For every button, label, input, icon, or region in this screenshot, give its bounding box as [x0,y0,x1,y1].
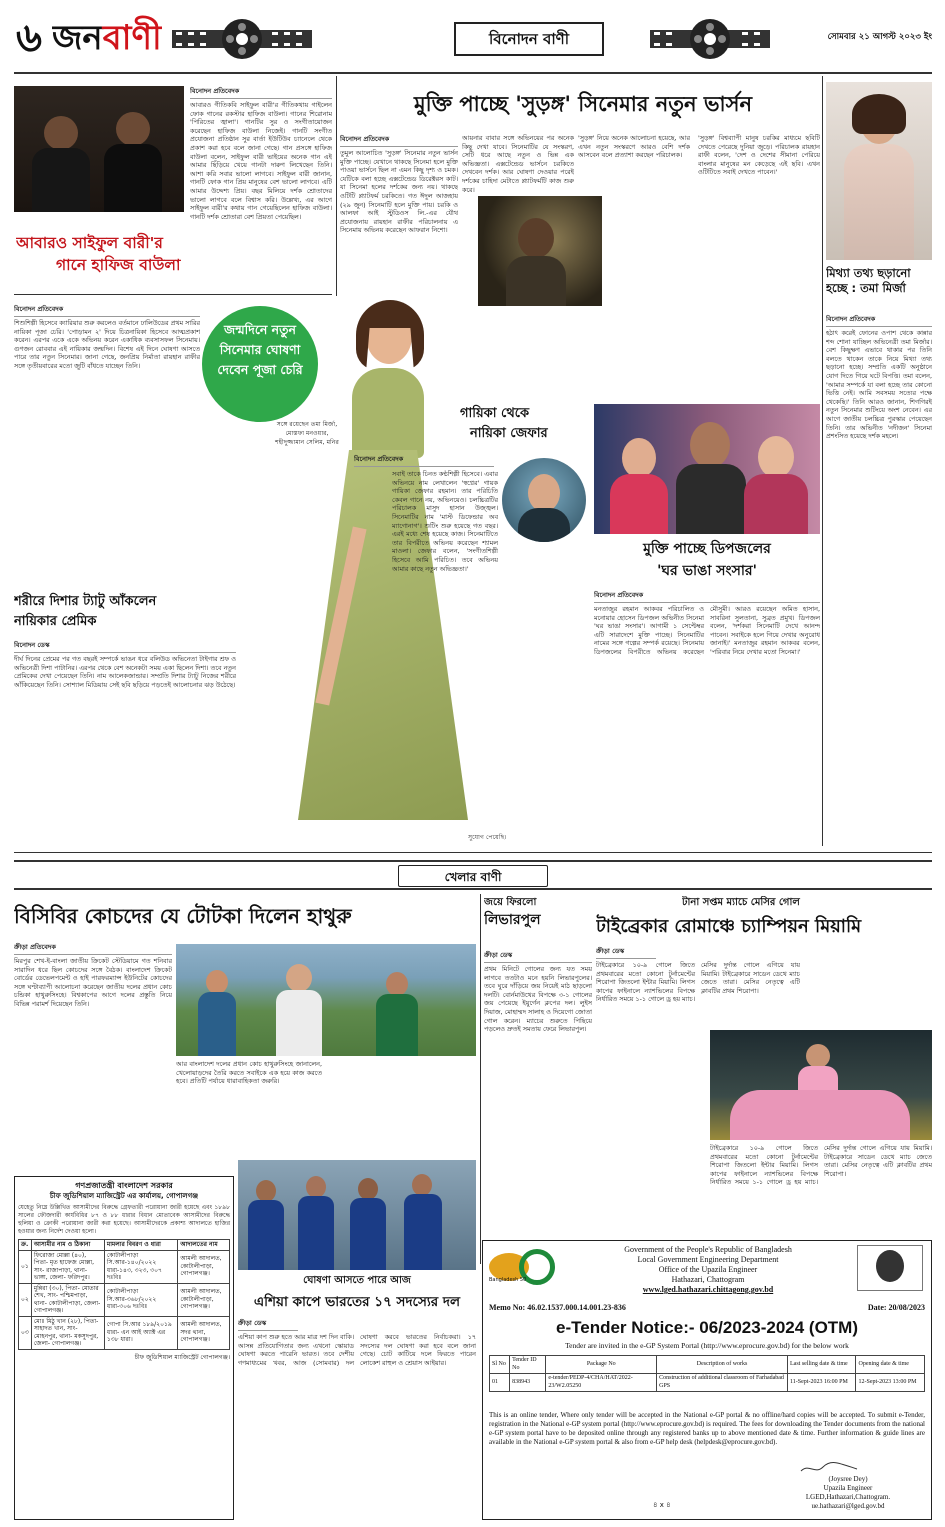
logo [52,14,162,64]
table-cell: 12-Sept-2023 13:00 PM [856,1374,925,1392]
tender-head [573,1245,843,1295]
table-row [19,1283,230,1316]
article-tatoo [14,640,236,840]
photo-miami [710,1030,932,1140]
divider [14,294,332,295]
article-body: প্রথম মিনিটে গোলের জন্য যত সময় লাগবে ততটাও মনে হয়নি লিভারপুলের। তবে ঘুরে দাঁড়িয়ে জয় নিয়েই মাঠ ছাড়লো দলটি। বোর্নমাউথের বিপক্ষে ৩-১ গোলের জয় পেয়েছে ইয়ুর্গেন ক্লপের দল। লুইস দিয়াজ, মোহাম্মদ সালাহ ও দিয়েগো জোতা গোল করেন। ম্যাচের শুরুতে পিছিয়ে পড়লেও দ্রুতই সমতায় ফেরে লিভারপুল। [484,965,592,1034]
table-header: Tender ID No [510,1356,546,1374]
divider [480,894,481,1264]
article-puja [14,304,200,586]
table-cell: ০৩ [19,1316,32,1349]
article-body: টাইব্রেকারে ১০-৯ গোলে জিতে প্রথমবারের মতো কোনো টুর্নামেন্টের শিরোপা জিতলো ইন্টার মিয়ামি। লিগস কাপের ফাইনালে ন্যাশভিলের বিপক্ষে নির্ধারিত সময়ে ১-১ গোলে ড্র হয় ম্যাচ। মেসির দুর্দান্ত গোলে এগিয়ে যায় মিয়ামি। টাইব্রেকারে সাডেন ডেথে ম্যাচ জেতে তারা। মেসির নেতৃত্বে এটি ক্লাবটির প্রথম শিরোপা। [710,1144,932,1187]
kicker: জয়ে ফিরলো [484,897,537,908]
photo-india-team [238,1160,476,1270]
table-row [490,1374,925,1392]
web-link[interactable]: www.lged.hathazari.chittagong.gov.bd [642,1285,774,1294]
legal-notice [14,1176,234,1520]
article-body: দীর্ঘ দিনের প্রেমের পর গত বছরই সম্পর্কে ভাঙন ধরে বলিউড অভিনেতা টাইগার শ্রফ ও অভিনেত্রী দিশা পাটানির। এরপর থেকে বেশ অনেকটা সময় একা ছিলেন দিশা। তবে নতুন প্রেমিকের দেখা পেয়েছেন তিনি। নাম আলেকজান্ডার। সম্প্রতি দিশার ট্যাটু নিজের শরীরে আঁকিয়েছেন তিনি। সোশ্যাল মিডিয়ায় সেই ছবি ছড়িয়ে পড়তেই আলোচনার ঝড় উঠেছে। [14,655,236,689]
headline-saiful [16,232,332,282]
masthead [14,10,932,68]
article-body: 'সুড়ঙ্গ' বিশ্বব্যাপী মানুষ চরকির মাধ্যমে ছবিটি দেখতে পেরেছে দুনিয়া জুড়ে। পরিচালক রায়হান রাফী বলেন, 'দেশ ও দেশের সীমানা পেরিয়ে বাংলার মানুষের মন কেড়েছে এই ছবি। এখন ওটিটিতে সবাই দেখতে পাবেন।' [698,134,820,177]
logo-part-a: জন [52,18,103,58]
notice-title: গণপ্রজাতন্ত্রী বাংলাদেশ সরকার [75,1181,173,1190]
memo-date: Date: 20/08/2023 [867,1303,925,1312]
table-header: ক্র. [19,1240,32,1251]
article-body: তুমুল আলোচিত 'সুড়ঙ্গ' সিনেমার নতুন ভার্সন মুক্তি পাচ্ছে। যেখানে থাকছে সিনেমা হলে মুক্তি পাওয়া ভার্সনে ছিল না এমন কিছু দৃশ্য ও চমক। যেটিকে বলা হচ্ছে এক্সটেন্ডেড ডিরেক্টরস কাট। যা সিনেমা হলের দর্শকের জন্য নয়। থাকছে ওটিটি প্ল্যাটফর্ম চরকিতে। গত ঈদুল আজহায় (২৯ জুন) সিনেমাটি হলে মুক্তি পায়। চরকি ও আলফা আই স্টুডিওস লি.-এর যৌথ প্রযোজনায় রায়হান রাফীর পরিচালনায় এ সিনেমায় অভিনয় করেছেন আফরান নিশো। [340,149,458,235]
headline-line: শরীরে দিশার ট্যাটু আঁকলেন [14,594,157,609]
tender-notice [482,1240,932,1520]
logo-part-b: বাণী [102,18,162,58]
table-header: Description of works [657,1356,788,1374]
article-body: মনতাজুর রহমান আকবর পরিচালিত ও মনোয়ার হোসেন ডিপজল অভিনীত সিনেমা 'ঘর ভাঙা সংসার'। আগামী ১ সেপ্টেম্বর এটি সারাদেশে মুক্তি পাচ্ছে। সিনেমাটির নামের সঙ্গে গল্পের সম্পর্ক রয়েছে। সিনেমায় ডিপজলের বিপরীতে অভিনয় করেছেন মৌসুমী। আরও রয়েছেন অমিত হাসান, সাবরিনা সুলতানা, সুব্রত প্রমুখ। ডিপজল বলেন, 'দর্শকরা সিনেমাটি দেখে আনন্দ পাবেন। সবাইকে হলে গিয়ে দেখার অনুরোধ জানাই।' মনতাজুর রহমান আকবর বলেন, 'পরিবার নিয়ে দেখার মতো সিনেমা।' [594,605,820,656]
article-body: আয়নার বাবার সঙ্গে অভিনয়ের পর অনেক কিছু দেখা যাবে। সিনেমাটির যে সংস্করণ, সেটি ধরে আছে নতুন ও ভিন্ন এক অভিজ্ঞতা। এক্সটেন্ডেড ভার্সনে চরকিতে দেখবেন দর্শক। আর ঘোষণা দেওয়ার পরেই দর্শকের চাহিদা মেটাতে প্ল্যাটফর্মটি কাজ শুরু করে। [462,134,574,194]
headline-surongo: মুক্তি পাচ্ছে 'সুড়ঙ্গ' সিনেমার নতুন ভার্সন [413,92,753,116]
article-miami [596,946,800,1040]
section-title-text: বিনোদন বাণী [488,30,570,48]
tender-intro: Tender are invited in the e-GP System Portal (http://www.eprocure.gov.bd) for the below work [565,1341,849,1350]
article-body: আর বাংলাদেশ দলের প্রধান কোচ হাথুরুসিংহে জানালেন, খেলোয়াড়দের তৈরি করতে সবাইকে এক হয়ে কাজ করতে হবে। প্রতিটি পর্যায়ে ধারাবাহিকতা জরুরি। [176,1060,322,1086]
headline-line: 'ঘর ভাঙা সংসার' [657,563,757,579]
article-dipjol [594,590,820,840]
table-cell: Construction of additional classroom of Farhadabad GPS [657,1374,788,1392]
table-cell: ০১ [19,1250,32,1283]
table-cell: 838943 [510,1374,546,1392]
article-body: হঠাৎ করেই ফোনের ওপাশ থেকে কান্নার শব্দ শোনা যাচ্ছিল অভিনেত্রী তমা মির্জার। বেশ কিছুক্ষণ এভাবে থাকার পর তিনি বলতে থাকেন তাকে নিয়ে মিথ্যা তথ্য ছড়ানো হচ্ছে। সম্প্রতি একটি অনুষ্ঠানে যোগ দিতে গিয়ে ঘটে বিপত্তি। তমা বলেন, 'আমার সম্পর্কে যা বলা হচ্ছে তার কোনো ভিত্তি নেই। আমি সবসময় সত্যের পক্ষে থেকেছি।' তিনি আরও জানান, শিগগিরই নতুন সিনেমার শুটিংয়ে অংশ নেবেন। এর আগে জাতীয় চলচ্চিত্র পুরস্কার পেয়েছেন তিনি। তার অভিনীত 'নদীজন' সিনেমা প্রশংসিত হয়েছে দর্শক মহলে। [826,329,932,441]
tender-table [489,1355,925,1392]
table-cell: 01 [490,1374,510,1392]
byline: বিনোদন প্রতিবেদক [354,454,494,467]
article-surongo-col1 [340,134,458,284]
photo-tama [826,82,932,260]
table-cell: আমলী আদালত, কোটালীপাড়া, গোপালগঞ্জ। [178,1283,230,1316]
table-cell: কোটালীপাড়া সি.আর-৩৬৮/২০২২ ধারা-৩০৬ দঃবিঃ [104,1283,177,1316]
headline-line: নায়িকার প্রেমিক [14,614,97,629]
notice-signature: চীফ জুডিশিয়াল ম্যাজিস্ট্রেট গোপালগঞ্জ। [134,1353,230,1361]
dept-line: Local Government Engineering Department [637,1255,779,1264]
article-bcb-col2 [176,1060,322,1172]
headline-tama: মিথ্যা তথ্য ছড়ানো হচ্ছে : তমা মির্জা [826,266,911,295]
table-cell: মোঃ মিঠু খান (২৮), পিতা- সাহাদত খান, সাং- মোহনপুর, থানা- মকসুদপুর, জেলা- গোপালগঞ্জ। [31,1316,104,1349]
caption: সুযোগ পেয়েছি। [468,834,507,841]
notice-subtitle: চীফ জুডিশিয়াল ম্যাজিস্ট্রেট এর কার্যালয়, গোপালগঞ্জ [49,1192,199,1200]
signature-icon [799,1461,859,1475]
byline: ক্রীড়া প্রতিবেদক [14,942,172,955]
gov-line: Government of the People's Republic of Bangladesh [624,1245,792,1254]
memo-line [489,1303,925,1312]
sig-place: LGED,Hathazari,Chattogram. [805,1493,891,1501]
byline: বিনোদন প্রতিবেদক [190,86,332,99]
headline-line: গায়িকা থেকে [460,406,530,421]
table-row [19,1316,230,1349]
byline: বিনোদন প্রতিবেদক [594,590,820,603]
headline-jefar [460,404,590,450]
film-reel-icon [650,16,770,62]
badge-text: Bangladesh 50 [489,1277,527,1283]
mujib-logo [857,1245,923,1291]
byline: ক্রীড়া ডেস্ক [596,946,656,959]
notice-table [18,1239,230,1350]
bangladesh-50-logo [489,1247,561,1287]
article-body: শিশুশিল্পী হিসেবে ক্যারিয়ার শুরু করলেও বর্তমানে ঢালিউডের প্রথম সারির নায়িকা পূজা চেরি। 'পোড়ামন ২' দিয়ে চিত্রনায়িকা হিসেবে আত্মপ্রকাশ করেন। এরপর একে একে অভিনয় করেন একাধিক ব্যবসাসফল সিনেমায়। গুণজন রোববার এই নায়িকার জন্মদিন। বিশেষ এই দিনে ঘোষণা আসতে পারে তার নতুন সিনেমার। জানা গেছে, জনপ্রিয় নির্মাতা রায়হান রাফীর সঙ্গে তৃতীয়বারের মতো জুটি বাঁধতে যাচ্ছেন তিনি। [14,319,200,370]
article-body: টাইব্রেকারে ১০-৯ গোলে জিতে প্রথমবারের মতো কোনো টুর্নামেন্টের শিরোপা জিতলো ইন্টার মিয়ামি। লিগস কাপের ফাইনালে ন্যাশভিলের বিপক্ষে নির্ধারিত সময়ে ১-১ গোলে ড্র হয় ম্যাচ। মেসির দুর্দান্ত গোলে এগিয়ে যায় মিয়ামি। টাইব্রেকারে সাডেন ডেথে ম্যাচ জেতে তারা। মেসির নেতৃত্বে এটি ক্লাবটির প্রথম শিরোপা। [596,961,800,1004]
article-tama [826,314,932,844]
article-surongo-col2 [462,134,574,194]
table-cell: গোপা সি.আর ১৮৯/২০১৯ ধারা- এন আই অ্যাক্ট এর ১৩৮ ধারা। [104,1316,177,1349]
headline-liverpool [484,896,576,946]
article-saiful [190,86,332,256]
kicker-miami: টানা সপ্তম ম্যাচে মেসির গোল [682,897,800,908]
headline-line: আবারও সাইফুল বারী'র [16,234,163,252]
byline: বিনোদন প্রতিবেদক [14,304,200,317]
photo-dipjol [594,404,820,534]
section-badge [398,865,548,887]
table-header: আদালতের নাম [178,1240,230,1251]
headline-miami: টাইব্রেকার রোমাঞ্চে চ্যাম্পিয়ন মিয়ামি [596,916,862,937]
byline: বিনোদন ডেস্ক [14,640,236,653]
table-cell: কোটালীপাড়া সি.আর-১৪০/২০২২ ধারা-১৪৩, ৩২৩, ৩০৭ দঃবিঃ [104,1250,177,1283]
article-surongo-col4 [698,134,820,294]
headline-line: নায়িকা জেফার [470,426,548,441]
sig-name: (Joysree Dey) [828,1475,868,1483]
byline: ক্রীড়া ডেস্ক [238,1318,298,1331]
table-cell: ফিরোজা মোল্লা (৪০), পিতা- মৃত হাফেজ মোল্লা, সাং- রাজাপাড়া, থানা- ভাঙ্গা, জেলা- ফরিদপুর। [31,1250,104,1283]
table-cell: আমলী আদালত, কোটালীপাড়া, গোপালগঞ্জ। [178,1250,230,1283]
table-header: আসামীর নাম ও ঠিকানা [31,1240,104,1251]
headline-bcb: বিসিবির কোচদের যে টোটকা দিলেন হাথুরু [14,904,352,928]
byline: ক্রীড়া ডেস্ক [484,950,592,963]
headline-asia: এশিয়া কাপে ভারতের ১৭ সদস্যের দল [253,1294,461,1310]
photo-surongo [478,196,602,306]
ad-code: ৪ x ৪ [653,1501,671,1509]
section-title [454,22,604,56]
office-line: Office of the Upazila Engineer [658,1265,758,1274]
kicker-asia: ঘোষণা আসতে পারে আজ [303,1275,411,1286]
divider [822,76,823,846]
divider [336,76,337,296]
date-line: সোমবার ২১ আগস্ট ২০২৩ ইং [827,32,932,42]
sig-title: Upazila Engineer [823,1484,873,1492]
table-header: মামলার বিবরণ ও ধারা [104,1240,177,1251]
table-header: Package No [546,1356,657,1374]
notice-body: যেহেতু নিম্নে উল্লিখিত আসামীদের বিরুদ্ধে গ্রেফতারী পরোয়ানা জারী হয়েছে এবং ১৮৯৮ সালের ফৌজদারী কার্যবিধির ৮৭ ও ৮৮ ধারার বিধান মোতাবেক আসামীদের বিরুদ্ধে হুলিয়া ও ক্রোকী পরোয়ানা জারী করা হয়েছে। আসামীদেরকে প্রকাশ্য আদালতে হাজির হওয়ার জন্য নির্দেশ দেওয়া হলো। [18,1204,230,1235]
table-header: Sl No [490,1356,510,1374]
photo-jefar [502,458,586,542]
article-body: সবাই তাকে চিনত কণ্ঠশিল্পী হিসেবে। এবার অভিনয়ে নাম লেখালেন 'স্বপ্নের' গায়ক গায়িকা জেফার রহমান। তার পরিচিতি কেবল গানে নয়, অভিনয়েও। চলচ্চিত্রটির পরিচালক মাসুদ হাসান উজ্জ্বল। সিনেমাটির নাম 'মাস্ট ডিফেন্ডার অব ম্যাগোনাগ'। শুটিং শুরু হয়েছে গত বছর। এরই মধ্যে শেষ হয়েছে কাজ। সিনেমাটিতে তার বিপরীতে অভিনয় করেছেন শ্যামল মাওলা। জেফার বলেন, 'সংগীতশিল্পী হিসেবে আমি পরিচিত। তবে অভিনয় আমার কাছে নতুন অভিজ্ঞতা।' [392,470,498,573]
article-body: 'সুড়ঙ্গ' নিয়ে অনেক আলোচনা হয়েছে, আর এখন নতুন সংস্করণে আরও বেশি দর্শক আসবেন বলে প্রত্যাশা করছেন পরিচালক। [578,134,690,160]
table-cell: আমলী আদালত, সদর থানা, গোপালগঞ্জ। [178,1316,230,1349]
signature-mark [799,1461,859,1475]
header-rule [14,72,932,74]
article-miami-more [710,1144,932,1234]
headline-line: লিভারপুল [484,912,541,928]
byline: বিনোদন প্রতিবেদক [826,314,932,327]
photo-singers [14,86,184,212]
table-cell: মুন্নিরা (৩০), পিতা- মোতার শেখ, সাং- পশ্চিমপাড়া, থানা- কোটালীপাড়া, জেলা- গোপালগঞ্জ। [31,1283,104,1316]
sports-section-header [14,860,932,890]
puja-cast-caption: সঙ্গে রয়েছেন তমা মির্জা, মোস্তফা মনওয়ার, শহীদুজ্জামান সেলিম, মনির [275,421,339,446]
photo-bcb [176,944,476,1056]
table-row [19,1250,230,1283]
table-cell: ০২ [19,1283,32,1316]
headline-line: গানে হাফিজ বাউলা [56,256,181,274]
table-cell: 11-Sept-2023 16:00 PM [788,1374,856,1392]
film-reel-icon [172,16,312,62]
article-body: আবারও গীতিকবি সাইফুল বারী'র গীতিকথায় গাইলেন ফোক গানের রকস্টার হাফিজ বাউলা। গানের শিরোনাম 'পিরিতের জ্বালা'। গানটির সুর ও সংগীতায়োজন করেছেন হাফিজ বাউলা নিজেই। গানটি সংগীত প্রযোজনা প্রতিষ্ঠান সুর বার্তা ইউটিউব চ্যানেলে থেকে প্রকাশ করা হবে বলে জানা গেছে। গান প্রসঙ্গে হাফিজ বাউলা বলেন, সাইফুল বারী ভাইয়ের অনেক গান এই আমার ছিঁড়িয়ে খেয়ে গানটা দারুণ লিখেছেন তিনি। আশা করি সবার ভালো লাগবে। সাইফুল বারী জানান, গানটি ফোক গান প্রিয় মানুষের বেশ ভালো লাগবে। এটি আমার উদ্দেশ্য প্রিয়। বছর মিলিয়ে দর্শক শ্রোতাদের ভালো লাগবে বলে বিশ্বাস করি। উল্লেখ্য, এর আগে সাইফুল বারী'র কথায় গান গেয়েছিলেন হাফিজ বাউলা। গানটি দর্শক শ্রোতারা বেশ প্রিয়তা পেয়েছিল। [190,101,332,221]
sig-email: ue.hathazari@lged.gov.bd [811,1502,885,1510]
table-cell: e-tender/PEDP-4/CHA/HAT/2022-23/W2.05250 [546,1374,657,1392]
table-header: Last selling date & time [788,1356,856,1374]
article-surongo-col3 [578,134,690,194]
article-body: মিরপুর শেখ-ই-বাংলা জাতীয় ক্রিকেট স্টেডিয়ামে গত শনিবার সারাদিন ধরে ছিল কোচদের সঙ্গে বৈঠক। বাংলাদেশ ক্রিকেট বোর্ডের ডেভেলপমেন্ট ও হাই পারফরম্যান্স ইউনিটের কোচদের সঙ্গে ঘণ্টাব্যাপী আলোচনা করেছেন জাতীয় দলের প্রধান কোচ চন্ডিকা হাথুরুসিংহে। বিশ্বকাপের আগে দলের প্রস্তুতি নিয়ে বিভিন্ন পরামর্শ দিয়েছেন তিনি। [14,957,172,1008]
article-jefar-body [392,470,498,806]
headline-dipjol [594,538,820,588]
section-title-text: খেলার বাণী [444,870,502,884]
article-bcb [14,942,172,1170]
article-body: এশিয়া কাপ শুরু হতে আর মাত্র দশ দিন বাকি। আসন্ন প্রতিযোগিতার জন্য এখনো স্কোয়াড ঘোষণা করতে পারেনি ভারত। তবে দেশীয় গণমাধ্যমের খবর, আজ (সোমবার) দল ঘোষণা করবে ভারতের নির্বাচকরা। ১৭ সদস্যের দল ঘোষণা করা হবে বলে জানা গেছে। চোট কাটিয়ে দলে ফিরতে পারেন লোকেশ রাহুল ও শ্রেয়াস আইয়ার। [238,1333,476,1367]
place-line: Hathazari, Chattogram [671,1275,745,1284]
signature-block [773,1475,923,1511]
divider [14,852,932,853]
tender-footer: This is an online tender, Where only tender will be accepted in the National e-GP portal & no offline/hard copies will be accepted. To submit e-Tender, registration in the National e-GP system portal (http://www.eprocure.gov.bd) is required. The fees for downloading the Tender documents from the national e-GP system portal have to be deposited online through any registered banks up to above mentioned date & time. Further information & guide lines are available in the National e-GP system portal & also from e-GP help desk (helpdesk@eprocure.gov.bd). [489,1411,925,1446]
article-asia [238,1318,476,1518]
memo-no: Memo No: 46.02.1537.000.14.001.23-836 [489,1303,626,1312]
headline-text: জন্মদিনে নতুন সিনেমার ঘোষণা দেবেন পূজা চেরি [217,322,303,377]
headline-tatoo [14,592,234,638]
byline: বিনোদন প্রতিবেদক [340,134,458,147]
tender-title: e-Tender Notice:- 06/2023-2024 (OTM) [556,1318,858,1337]
table-header: Opening date & time [856,1356,925,1374]
headline-line: মুক্তি পাচ্ছে ডিপজলের [643,541,771,557]
page-number: ৬ [16,15,43,61]
